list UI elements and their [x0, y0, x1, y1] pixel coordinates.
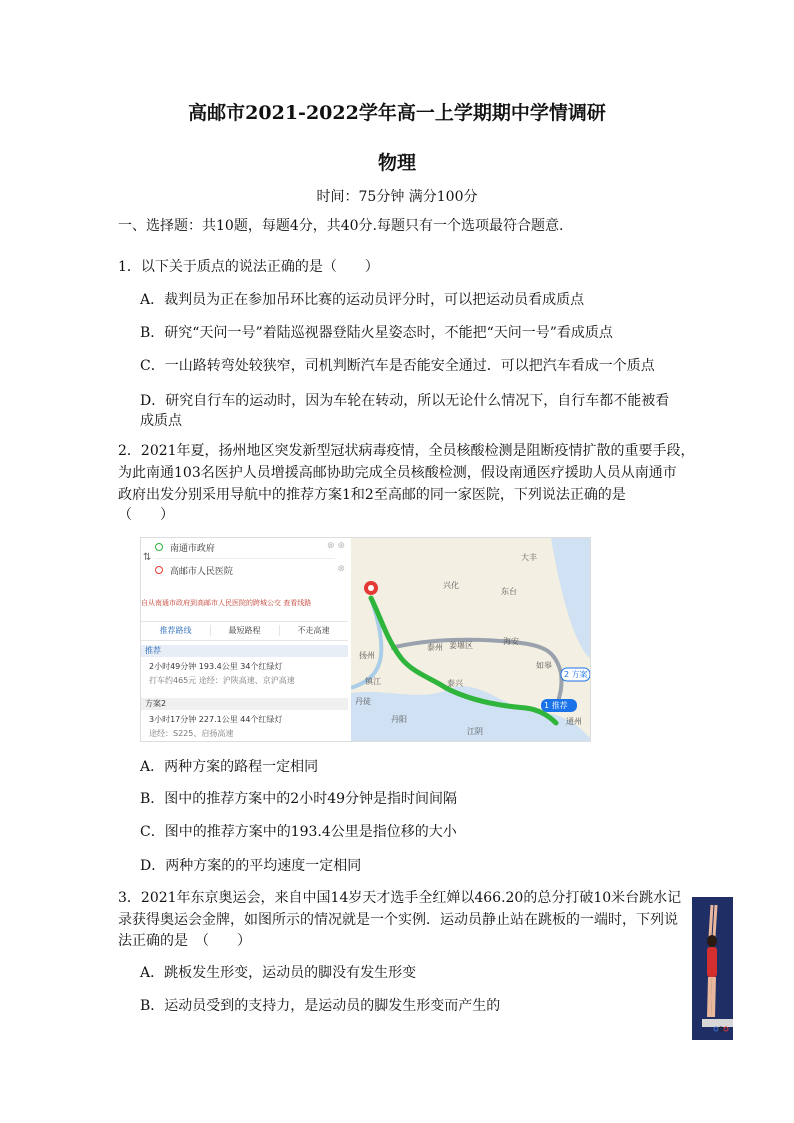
question-3-stem-line-3: 法正确的是 （ ）	[118, 933, 251, 949]
question-3-option-a: A．跳板发生形变，运动员的脚没有发生形变	[140, 965, 417, 981]
question-1-option-d-cont: 成质点	[140, 413, 182, 429]
question-3-stem-line-1: 3．2021年东京奥运会，来自中国14岁天才选手全红婵以466.20的总分打破10米台跳水记	[118, 890, 682, 906]
marker-plan-2-label: 2 方案	[564, 670, 588, 679]
route-tabs	[141, 621, 348, 641]
question-2-option-b: B．图中的推荐方案中的2小时49分钟是指时间间隔	[140, 791, 458, 807]
destination-text: 高邮市人民医院	[169, 567, 233, 577]
question-2-option-d: D．两种方案的的平均速度一定相同	[140, 858, 362, 874]
question-3-stem-line-2: 录获得奥运会金牌，如图所示的情况就是一个实例．运动员静止站在跳板的一端时，下列说	[118, 912, 678, 928]
plan-2-label: 方案2	[141, 698, 348, 710]
map-label-tongzhou: 通州	[566, 717, 582, 726]
map-label-zhenjiang: 镇江	[365, 677, 381, 686]
question-1-option-b: B．研究“天问一号”着陆巡视器登陆火星姿态时，不能把“天问一号”看成质点	[140, 325, 613, 341]
plan-1-stats: 2小时49分钟 193.4公里 34个红绿灯	[149, 662, 283, 671]
question-2-stem-line-2: 为此南通103名医护人员增援高邮协助完成全员核酸检测，假设南通医疗援助人员从南通市	[118, 465, 677, 481]
destination-dot-icon	[155, 566, 163, 574]
diver-photo	[692, 897, 733, 1040]
map-label-jiangyan: 姜堰区	[449, 641, 473, 650]
question-2-stem-line-3: 政府出发分别采用导航中的推荐方案1和2至高邮的同一家医院，下列说法正确的是	[118, 487, 626, 503]
map-label-dafeng: 大丰	[521, 553, 537, 562]
bus-tip: 自从南通市政府到高邮市人民医院的跨城公交 查看线路	[141, 599, 312, 607]
plan-1-label: 推荐	[141, 645, 348, 657]
question-3-option-b: B．运动员受到的支持力，是运动员的脚发生形变而产生的	[140, 998, 501, 1014]
question-1-stem: 1．以下关于质点的说法正确的是（ ）	[118, 259, 379, 275]
plan-1-detail: 打车约465元 途经：沪陕高速、京沪高速	[149, 676, 295, 685]
close-icon: ⊗ ⊕	[327, 541, 345, 551]
tab-recommended: 推荐路线	[141, 625, 211, 636]
question-1-option-c: C．一山路转弯处较狭窄，司机判断汽车是否能安全通过．可以把汽车看成一个质点	[140, 358, 655, 374]
map-view	[351, 538, 590, 741]
map-label-taizhou: 泰州	[427, 643, 443, 652]
question-1-option-d: D．研究自行车的运动时，因为车轮在转动，所以无论什么情况下，自行车都不能被看	[140, 393, 670, 409]
plan-2-detail: 途经：S225、启扬高速	[149, 729, 234, 738]
question-2-option-c: C．图中的推荐方案中的193.4公里是指位移的大小	[140, 824, 457, 840]
plan-2-stats: 3小时17分钟 227.1公里 44个红绿灯	[149, 715, 283, 724]
origin-dot-icon	[155, 543, 163, 551]
question-2-option-a: A．两种方案的路程一定相同	[140, 759, 319, 775]
map-label-rugao: 如皋	[536, 661, 552, 670]
question-1-option-a: A．裁判员为正在参加吊环比赛的运动员评分时，可以把运动员看成质点	[140, 292, 585, 308]
marker-recommended-label: 1 推荐	[544, 701, 568, 710]
time-info: 时间：75分钟 满分100分	[316, 189, 478, 205]
map-label-taixing: 泰兴	[447, 679, 463, 688]
map-label-danyang: 丹阳	[391, 715, 407, 724]
divider	[155, 558, 335, 559]
navigation-figure	[140, 537, 591, 742]
swap-icon: ⇅	[143, 552, 152, 563]
origin-text: 南通市政府	[169, 544, 215, 554]
question-2-stem-line-4: （ ）	[118, 507, 174, 523]
map-label-haian: 海安	[503, 637, 519, 646]
tab-shortest: 最短路程	[210, 625, 280, 636]
subject-title: 物理	[377, 152, 416, 174]
diver-figure-icon	[692, 897, 733, 1040]
route-panel	[141, 538, 348, 741]
map-label-yangzhou: 扬州	[359, 651, 375, 660]
clear-icon: ⊗	[337, 564, 345, 574]
tab-no-highway: 不走高速	[297, 626, 330, 635]
exam-title: 高邮市2021-2022学年高一上学期期中学情调研	[188, 102, 606, 124]
map-label-jiangyin: 江阴	[467, 727, 483, 736]
destination-row	[155, 564, 345, 586]
map-label-xinghua: 兴化	[443, 581, 459, 590]
origin-row	[155, 541, 345, 563]
map-label-dantu: 丹徒	[355, 697, 371, 706]
question-2-stem-line-1: 2．2021年夏，扬州地区突发新型冠状病毒疫情，全员核酸检测是阻断疫情扩散的重要手段，	[118, 443, 695, 459]
section-heading: 一、选择题：共10题，每题4分，共40分.每题只有一个选项最符合题意.	[118, 218, 564, 234]
map-label-dongtai: 东台	[501, 587, 517, 596]
